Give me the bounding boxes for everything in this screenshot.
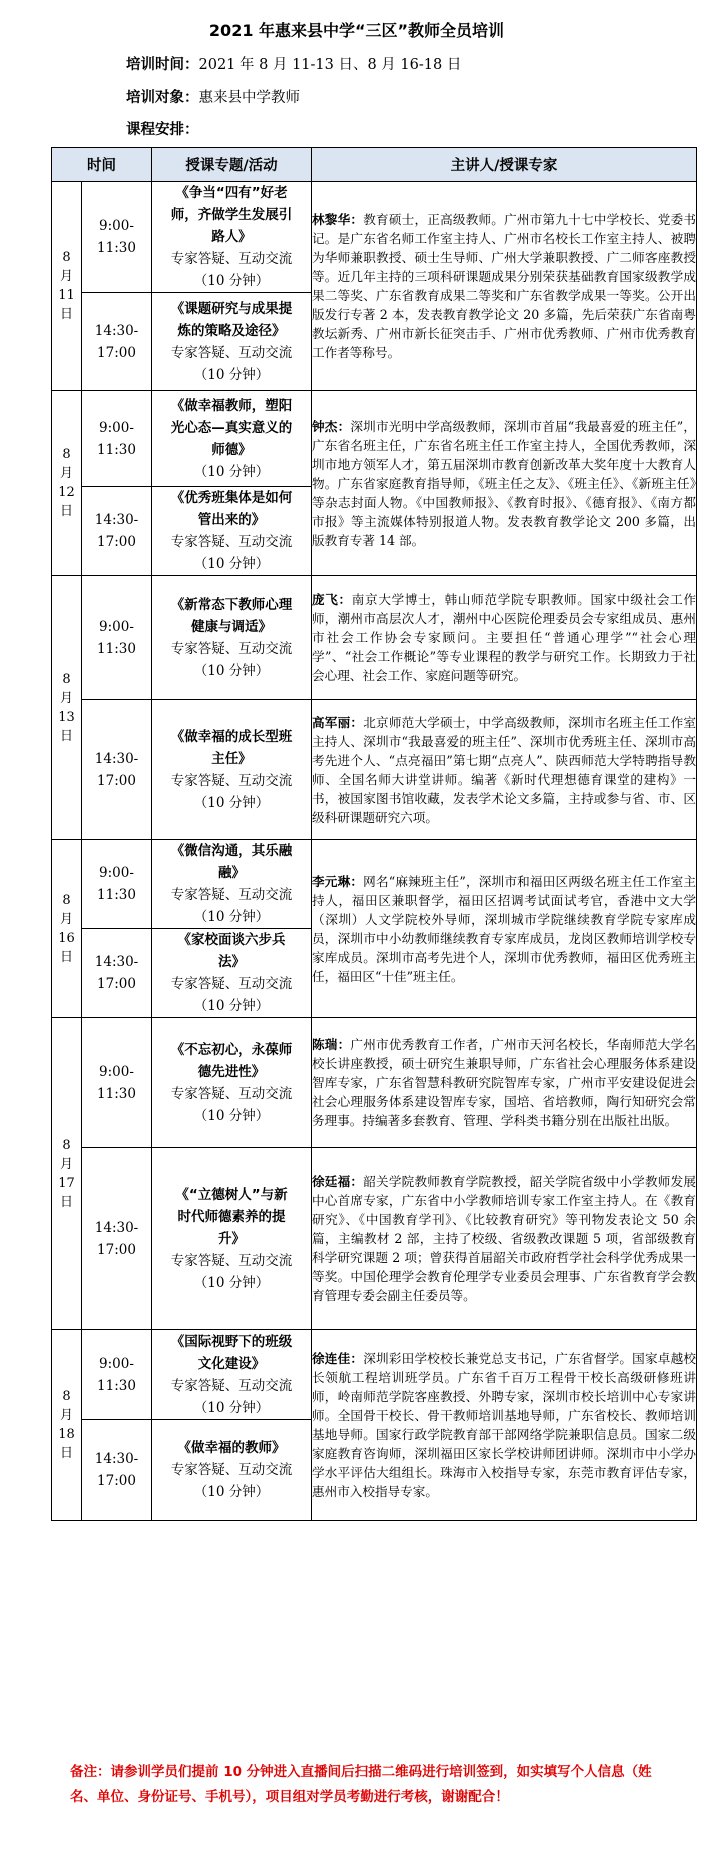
- expert-name: 林黎华：: [312, 212, 364, 227]
- date-text: 11: [58, 288, 75, 303]
- topic-title: 德先进性》: [197, 1063, 266, 1080]
- expert-cell: [312, 1018, 697, 1148]
- date-text: 8: [62, 1137, 71, 1153]
- time-text: 14:30-: [94, 1451, 139, 1467]
- date-text: 日: [59, 949, 73, 965]
- date-cell: [52, 182, 82, 391]
- topic-subtext: 专家答疑、互动交流: [170, 534, 293, 550]
- expert-bio: 深圳市光明中学高级教师，深圳市首届“我最喜爱的班主任”， 广东省名班主任，广东省名班主任工作室主持人，全国优秀教师，深圳市地方领军人才，第五届深圳市教育创新改革大奖年度十大教育人物。广东省家庭教育指导师，《班主任之友》、《班主任》、《新班主任》等杂志封面人物。《中国教师报》、《教育时报》、《德育报》、《南方都市报》等主流媒体特别报道人物。发表教育教学论文 200 多篇，出版教育专著 14 部。: [312, 418, 696, 548]
- topic-title: 《做幸福的成长型班: [170, 728, 293, 745]
- expert-cell: [312, 182, 697, 391]
- topic-cell: [152, 929, 312, 1018]
- header-time: 时间: [52, 148, 152, 182]
- topic-title: 融》: [218, 865, 245, 881]
- time-cell: [82, 929, 152, 1018]
- time-cell: [82, 840, 152, 929]
- topic-cell: [152, 293, 312, 391]
- time-text: 9:00-: [99, 618, 134, 635]
- date-text: 12: [58, 485, 75, 500]
- topic-title: 《家校面谈六步兵: [177, 932, 286, 948]
- topic-subtext: （10 分钟）: [193, 662, 270, 679]
- time-text: 14:30-: [94, 322, 139, 339]
- training-time-label: 培训时间：: [126, 57, 199, 73]
- date-cell: [52, 840, 82, 1018]
- topic-title: 光心态—真实意义的: [170, 419, 293, 436]
- training-target-value: 惠来县中学教师: [198, 90, 300, 106]
- topic-title: 师，齐做学生发展引: [170, 207, 293, 223]
- date-text: 日: [59, 307, 73, 322]
- time-text: 17:00: [97, 976, 136, 992]
- table-row: [52, 576, 697, 700]
- topic-subtext: 专家答疑、互动交流: [170, 251, 293, 267]
- topic-subtext: （10 分钟）: [193, 1484, 270, 1500]
- expert-name: 钟杰：: [312, 418, 351, 434]
- topic-subtext: （10 分钟）: [193, 556, 270, 572]
- expert-cell: [312, 840, 697, 1018]
- topic-title: 《争当“四有”好老: [175, 185, 288, 201]
- time-text: 14:30-: [94, 512, 139, 528]
- table-row: [52, 700, 697, 840]
- topic-subtext: （10 分钟）: [193, 909, 270, 925]
- time-text: 14:30-: [94, 954, 139, 970]
- topic-title: 炼的策略及途径》: [177, 322, 286, 339]
- expert-name: 徐连佳：: [312, 1351, 364, 1366]
- topic-title: 《“立德树人”与新: [175, 1186, 288, 1203]
- expert-cell: [312, 1330, 697, 1521]
- topic-title: 《国际视野下的班级: [170, 1333, 293, 1350]
- date-cell: [52, 1018, 82, 1330]
- topic-subtext: 专家答疑、互动交流: [170, 772, 293, 789]
- topic-title: 《优秀班集体是如何: [170, 490, 293, 506]
- training-time-value: 2021 年 8 月 11-13 日、8 月 16-18 日: [198, 57, 462, 73]
- expert-name: 陈瑞：: [312, 1037, 351, 1052]
- time-text: 9:00-: [99, 218, 134, 234]
- topic-cell: [152, 840, 312, 929]
- expert-name: 徐廷福：: [312, 1174, 364, 1189]
- date-text: 13: [58, 709, 75, 725]
- date-text: 日: [59, 1446, 73, 1461]
- date-text: 8: [62, 671, 71, 687]
- topic-cell: [152, 391, 312, 487]
- topic-title: 时代师德素养的提: [177, 1208, 286, 1225]
- expert-bio: 网名“麻辣班主任”，深圳市和福田区两级名班主任工作室主持人，福田区兼职督学，福田区招调考试面试考官，香港中文大学（深圳）人文学院校外导师，深圳城市学院继续教育学院专家库成员，深圳市中小幼教师继续教育专家库成员，龙岗区教师培训学校专家库成员。深圳市高考先进个人，深圳市优秀教师，福田区优秀班主任，福田区“十佳”班主任。: [312, 873, 696, 984]
- date-cell: [52, 391, 82, 576]
- footer-note: 备注：请参训学员们提前 10 分钟进入直播间后扫描二维码进行培训签到，如实填写个人信息（姓名、单位、身份证号、手机号），项目组对学员考勤进行考核，谢谢配合！: [70, 1764, 652, 1805]
- topic-cell: [152, 1148, 312, 1330]
- time-cell: [82, 1018, 152, 1148]
- date-text: 18: [58, 1427, 75, 1442]
- topic-title: 《新常态下教师心理: [170, 596, 293, 613]
- topic-subtext: （10 分钟）: [193, 998, 270, 1014]
- expert-cell: [312, 1148, 697, 1330]
- topic-subtext: 专家答疑、互动交流: [170, 976, 293, 992]
- time-cell: [82, 1330, 152, 1420]
- table-row: [52, 840, 697, 929]
- schedule-table: [51, 147, 697, 1521]
- expert-bio: 教育硕士，正高级教师。广州市第九十七中学校长、党委书记。是广东省名师工作室主持人、广州市名校长工作室主持人、被聘为华师兼职教授、硕士生导师、广州大学兼职教授、广二师客座教授等。近几年主持的三项科研课题成果分别荣获基础教育国家级教学成果二等奖、广东省教育成果二等奖和广东省教学成果一等奖。公开出版发行专著 2 本，发表教育教学论文 20 多篇，先后荣获广东省南粤教坛新秀、广州市新长征突击手、广州市优秀教师、广州市优秀教育工作者等称号。: [312, 212, 697, 360]
- topic-subtext: （10 分钟）: [193, 463, 270, 480]
- date-text: 月: [59, 690, 73, 706]
- topic-subtext: （10 分钟）: [193, 1399, 270, 1416]
- time-text: 17:00: [97, 344, 136, 361]
- date-text: 8: [62, 1389, 71, 1404]
- date-cell: [52, 576, 82, 840]
- schedule-body: [52, 182, 697, 1521]
- date-text: 17: [58, 1175, 75, 1191]
- topic-title: 《做幸福教师，塑阳: [170, 397, 293, 414]
- training-target: [126, 86, 300, 107]
- topic-cell: [152, 1420, 312, 1521]
- topic-title: 升》: [218, 1230, 245, 1247]
- expert-cell: [312, 700, 697, 840]
- time-cell: [82, 391, 152, 487]
- date-text: 8: [62, 892, 71, 908]
- training-target-label: 培训对象：: [126, 90, 199, 106]
- table-row: [52, 1018, 697, 1148]
- topic-subtext: 专家答疑、互动交流: [170, 1377, 293, 1394]
- time-text: 17:00: [97, 1241, 136, 1258]
- time-text: 11:30: [97, 887, 136, 903]
- header-expert: 主讲人/授课专家: [312, 148, 697, 182]
- date-text: 月: [59, 1408, 73, 1423]
- date-text: 8: [62, 250, 71, 265]
- topic-title: 管出来的》: [197, 512, 266, 528]
- time-cell: [82, 293, 152, 391]
- time-cell: [82, 487, 152, 576]
- topic-title: 《不忘初心，永葆师: [170, 1041, 293, 1058]
- date-text: 8: [62, 447, 71, 462]
- date-cell: [52, 1330, 82, 1521]
- time-text: 14:30-: [94, 1219, 139, 1236]
- time-text: 17:00: [97, 772, 136, 789]
- date-text: 16: [58, 930, 75, 946]
- topic-cell: [152, 1018, 312, 1148]
- topic-subtext: （10 分钟）: [193, 794, 270, 811]
- topic-subtext: （10 分钟）: [193, 1107, 270, 1124]
- training-time: [126, 53, 461, 74]
- expert-bio: 广州市优秀教育工作者，广州市天河名校长，华南师范大学名校长讲座教授，硕士研究生兼职导师，广东省社会心理服务体系建设智库专家，广东省智慧科教研究院智库专家，广州市平安建设促进会社会心理服务体系建设智库专家，国培、省培教师，陶行知研究会常务理事。持编著多套教育、管理、学科类书籍分别在出版社出版。: [312, 1037, 697, 1128]
- topic-cell: [152, 487, 312, 576]
- schedule-label: 课程安排：: [126, 122, 199, 138]
- topic-subtext: 专家答疑、互动交流: [170, 1085, 293, 1102]
- expert-name: 庞飞：: [312, 592, 352, 607]
- table-header-row: [52, 148, 697, 182]
- table-row: [52, 1330, 697, 1420]
- header-topic: 授课专题/活动: [152, 148, 312, 182]
- date-text: 月: [59, 269, 73, 284]
- topic-cell: [152, 700, 312, 840]
- topic-cell: [152, 576, 312, 700]
- topic-title: 健康与调适》: [191, 618, 272, 635]
- date-text: 月: [59, 466, 73, 481]
- expert-cell: [312, 391, 697, 576]
- table-row: [52, 1148, 697, 1330]
- expert-name: 李元琳：: [312, 873, 364, 889]
- time-cell: [82, 182, 152, 293]
- time-cell: [82, 700, 152, 840]
- expert-cell: [312, 576, 697, 700]
- time-text: 9:00-: [99, 419, 134, 436]
- date-text: 月: [59, 911, 73, 927]
- time-text: 11:30: [97, 640, 136, 657]
- topic-subtext: （10 分钟）: [193, 273, 270, 289]
- topic-title: 文化建设》: [197, 1355, 266, 1372]
- page-title: 2021 年惠来县中学“三区”教师全员培训: [208, 21, 505, 40]
- date-text: 日: [59, 1194, 73, 1210]
- topic-title: 《微信沟通，其乐融: [170, 843, 293, 859]
- expert-bio: 北京师范大学硕士，中学高级教师，深圳市名班主任工作室主持人、深圳市“我最喜爱的班主任”、深圳市优秀班主任、深圳市高考先进个人、“点亮福田”第七期“点亮人”、陕西师范大学特聘指导教师、全国名师大讲堂讲师。编著《新时代理想德育课堂的建构》一书，被国家图书馆收藏，发表学术论文多篇，主持或参与省、市、区级科研课题研究六项。: [312, 714, 697, 825]
- topic-title: 路人》: [211, 229, 252, 245]
- time-text: 17:00: [97, 534, 136, 550]
- schedule-heading: [126, 118, 199, 139]
- topic-subtext: （10 分钟）: [193, 1274, 270, 1291]
- topic-subtext: 专家答疑、互动交流: [170, 640, 293, 657]
- expert-bio: 南京大学博士，韩山师范学院专职教师。国家中级社会工作师，潮州市高层次人才，潮州中心医院伦理委员会专家组成员、惠州市社会工作协会专家顾问。主要担任“普通心理学”“社会心理学”、“社会工作概论”等专业课程的教学与研究工作。长期致力于社会心理、社会工作、家庭问题等研究。: [312, 592, 697, 683]
- topic-cell: [152, 1330, 312, 1420]
- time-cell: [82, 1420, 152, 1521]
- expert-bio: 韶关学院教师教育学院教授，韶关学院省级中小学教师发展中心首席专家，广东省中小学教师培训专家工作室主持人。在《教育研究》、《中国教育学刊》、《比较教育研究》等刊物发表论文 50 余篇，主编教材 2 部，主持了校级、省级教改课题 5 项，省部级教育科学研究课题 2 项；曾获得首届韶关市政府哲学社会科学优秀成果一等奖。中国伦理学会教育伦理学专业委员会理事、广东省教育学会教育管理专委会副主任委员等。: [312, 1174, 697, 1303]
- topic-title: 《做幸福的教师》: [177, 1440, 286, 1456]
- topic-subtext: （10 分钟）: [193, 366, 270, 383]
- time-text: 11:30: [97, 1377, 136, 1394]
- time-text: 17:00: [97, 1473, 136, 1489]
- time-text: 11:30: [97, 1085, 136, 1102]
- expert-bio: 深圳彩田学校校长兼党总支书记，广东省督学。国家卓越校长领航工程培训班学员。广东省千百万工程骨干校长高级研修班讲师，岭南师范学院客座教授、外聘专家，深圳市校长培训中心专家讲师。全国骨干校长、骨干教师培训基地导师，广东省校长、教师培训基地导师。国家行政学院教育部干部网络学院兼职信息员。国家二级家庭教育咨询师，深圳福田区家长学校讲师团讲师。深圳市中小学办学水平评估大组组长。珠海市入校指导专家，东莞市教育评估专家，惠州市入校指导专家。: [312, 1351, 697, 1499]
- topic-title: 主任》: [211, 750, 252, 767]
- topic-subtext: 专家答疑、互动交流: [170, 887, 293, 903]
- table-row: [52, 182, 697, 293]
- topic-subtext: 专家答疑、互动交流: [170, 1462, 293, 1478]
- topic-subtext: 专家答疑、互动交流: [170, 344, 293, 361]
- time-text: 9:00-: [99, 865, 134, 881]
- time-cell: [82, 1148, 152, 1330]
- topic-title: 《课题研究与成果提: [170, 300, 293, 317]
- time-text: 11:30: [97, 441, 136, 458]
- time-text: 9:00-: [99, 1063, 134, 1080]
- expert-name: 高军丽：: [312, 714, 364, 730]
- time-text: 11:30: [97, 240, 136, 256]
- topic-subtext: 专家答疑、互动交流: [170, 1252, 293, 1269]
- date-text: 日: [59, 728, 73, 744]
- date-text: 日: [59, 504, 73, 519]
- topic-title: 师德》: [211, 441, 252, 458]
- topic-cell: [152, 182, 312, 293]
- time-cell: [82, 576, 152, 700]
- table-row: [52, 391, 697, 487]
- time-text: 14:30-: [94, 750, 139, 767]
- topic-title: 法》: [218, 954, 245, 970]
- time-text: 9:00-: [99, 1355, 134, 1372]
- date-text: 月: [59, 1156, 73, 1172]
